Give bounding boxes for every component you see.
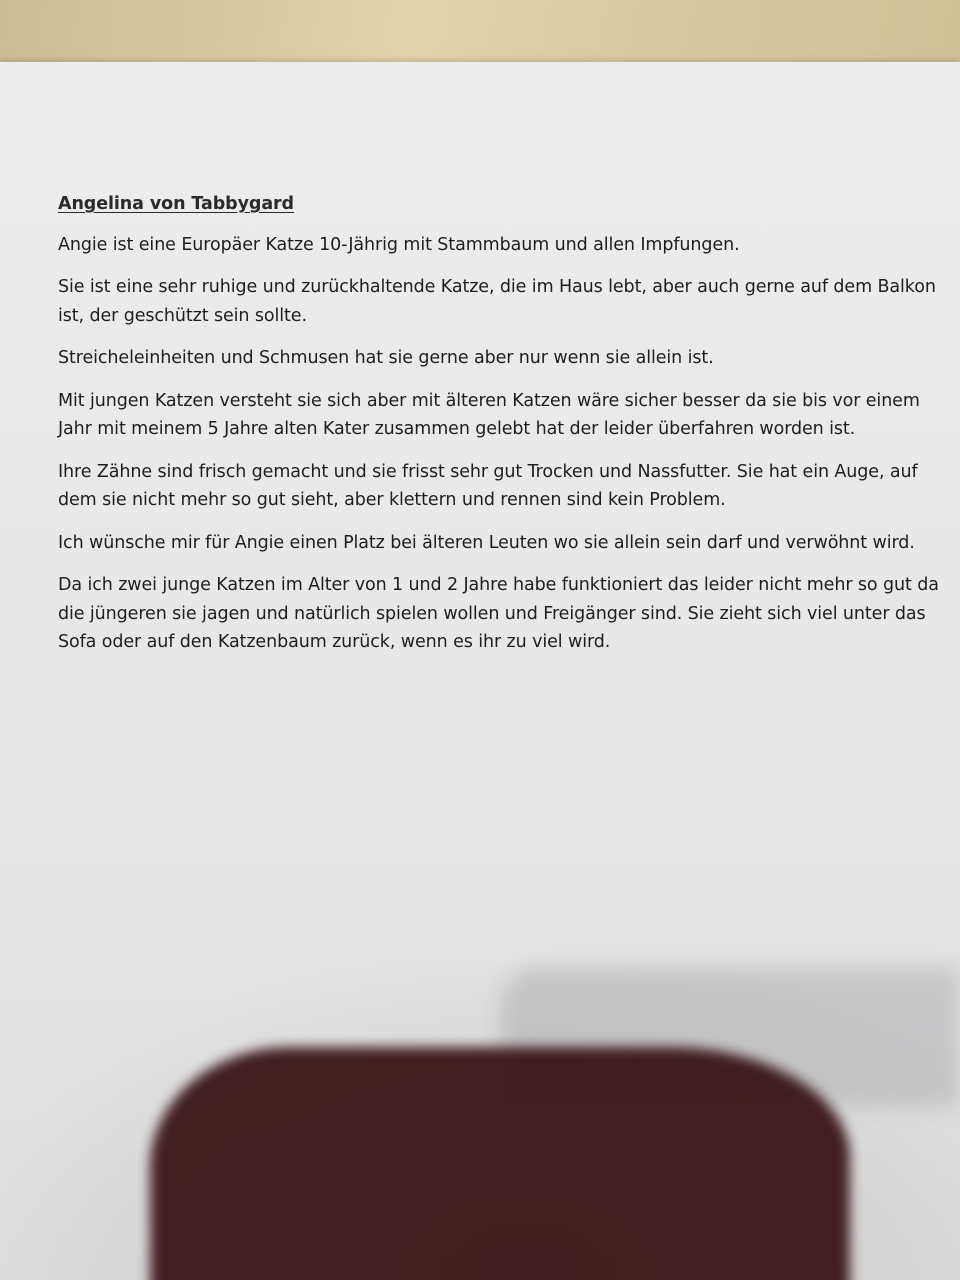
paragraph-intro: Angie ist eine Europäer Katze 10-Jährig mit Stammbaum und allen Impfungen. [58, 234, 740, 255]
paragraph-temperament: Sie ist eine sehr ruhige und zurückhaltende Katze, die im Haus lebt, aber auch gerne auf dem Balkon ist, der geschützt sein sollte. [58, 277, 936, 326]
paragraph-reason: Da ich zwei junge Katzen im Alter von 1 und 2 Jahre habe funktioniert das leider nicht mehr so gut da die jüngeren sie jagen und natürlich spielen wollen und Freigänger sind. Sie zieht sich viel unter das Sofa oder auf den Katzenbaum zurück, wenn es ihr zu viel wird. [58, 575, 939, 652]
paragraph-affection: Streicheleinheiten und Schmusen hat sie gerne aber nur wenn sie allein ist. [58, 348, 714, 368]
paragraph-other-cats: Mit jungen Katzen versteht sie sich aber mit älteren Katzen wäre sicher besser da sie bis vor einem Jahr mit meinem 5 Jahre alten Kater zusammen gelebt hat der leider überfahren worden ist. [58, 390, 920, 439]
document-title: Angelina von Tabbygard [58, 194, 294, 214]
paragraph-wish: Ich wünsche mir für Angie einen Platz bei älteren Leuten wo sie allein sein darf und verwöhnt wird. [58, 532, 915, 553]
hand-shadow [150, 1047, 850, 1280]
paragraph-health: Ihre Zähne sind frisch gemacht und sie frisst sehr gut Trocken und Nassfutter. Sie hat ein Auge, auf dem sie nicht mehr so gut sieht, aber klettern und rennen sind kein Problem. [58, 461, 918, 510]
letter-text [56, 190, 946, 671]
